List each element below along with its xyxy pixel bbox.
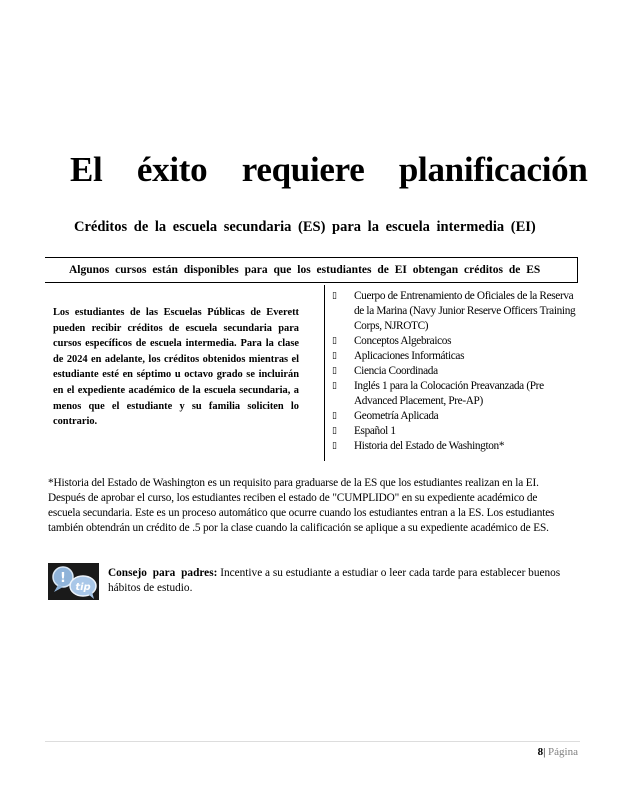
list-item [332,409,578,424]
credits-box-left-panel [45,285,325,461]
page-subtitle: Créditos de la escuela secundaria (ES) para la escuela intermedia (EI) [74,219,536,235]
list-item [332,439,578,454]
page-number: 8 [537,746,544,758]
parent-tip-text: Incentive a su estudiante a estudiar o leer cada tarde para establecer buenos hábitos de estudio. [108,567,561,594]
credits-box-header: Algunos cursos están disponibles para que los estudiantes de EI obtengan créditos de ES [45,257,578,283]
square-bullet-icon: ▯ [332,426,337,436]
course-name: Aplicaciones Informáticas [354,350,465,362]
list-item [332,424,578,439]
course-name: Cuerpo de Entrenamiento de Oficiales de la Reserva de la Marina (Navy Junior Reserve Officers Training Corps, NJROTC) [354,290,576,332]
parent-tip-label: Consejo para padres: [108,567,218,579]
course-name: Historia del Estado de Washington* [354,440,505,452]
parent-tip [108,566,564,596]
list-item [332,334,578,349]
course-name: Geometría Aplicada [354,410,439,422]
page-title: El éxito requiere planificación [70,150,588,189]
tip-icon-label: tip [75,582,91,593]
square-bullet-icon: ▯ [332,441,337,451]
square-bullet-icon: ▯ [332,411,337,421]
tip-icon-exclamation: ! [60,571,66,586]
credits-box [45,257,578,461]
list-item [332,379,578,409]
course-name: Español 1 [354,425,396,437]
washington-history-note: *Historia del Estado de Washington es un requisito para graduarse de la ES que los estudiantes realizan en la EI. Después de aprobar el curso, los estudiantes reciben el estado de "CUMPLIDO" en su expediente académico de escuela secundaria. Este es un proceso automático que ocurre cuando los estudiantes entran a la ES. Los estudiantes también obtendrán un crédito de .5 por la clase cuando la calificación se aplique a su expediente académico de ES. [48,477,555,534]
course-name: Conceptos Algebraicos [354,335,452,347]
course-name: Ciencia Coordinada [354,365,438,377]
tip-icon [48,563,99,600]
page-footer [538,746,578,758]
square-bullet-icon: ▯ [332,291,337,301]
course-name: Inglés 1 para la Colocación Preavanzada (Pre Advanced Placement, Pre-AP) [354,380,544,407]
list-item [332,364,578,379]
footer-divider [45,741,580,742]
square-bullet-icon: ▯ [332,351,337,361]
list-item [332,289,578,334]
footer-separator: | [543,746,546,758]
credits-description: Los estudiantes de las Escuelas Públicas de Everett pueden recibir créditos de escuela secundaria para cursos específicos de escuela intermedia. Para la clase de 2024 en adelante, los créditos obtenidos mientras el estudiante esté en séptimo u octavo grado se incluirán en el expediente académico de la escuela secundaria, a menos que el estudiante y su familia soliciten lo contrario. [53,307,299,428]
course-list [332,289,578,454]
square-bullet-icon: ▯ [332,336,337,346]
list-item [332,349,578,364]
page-word: Página [548,746,578,758]
square-bullet-icon: ▯ [332,381,337,391]
square-bullet-icon: ▯ [332,366,337,376]
